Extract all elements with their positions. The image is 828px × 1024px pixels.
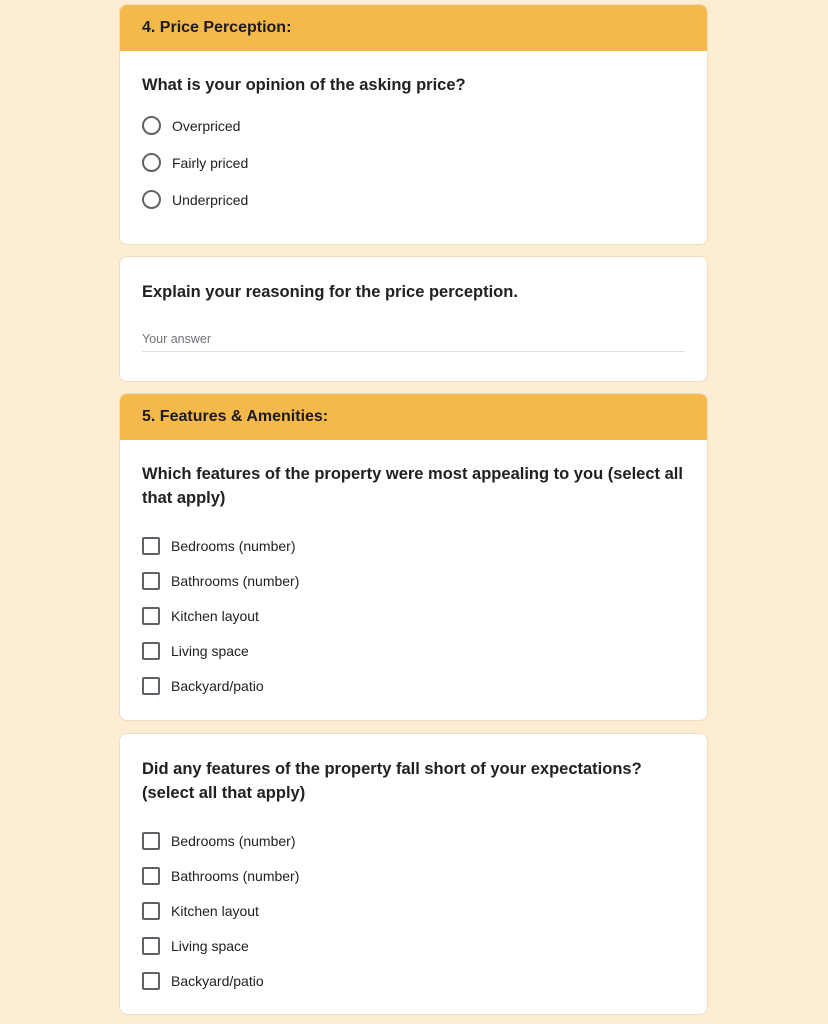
checkbox[interactable] [142,642,160,660]
option-label: Backyard/patio [171,972,264,989]
shortfall-feature-options [142,823,685,998]
checkbox[interactable] [142,537,160,555]
option-label: Underpriced [172,191,249,208]
option-label: Bedrooms (number) [171,537,296,554]
option-label: Bedrooms (number) [171,832,296,849]
radio-option-underpriced[interactable] [142,182,685,217]
checkbox[interactable] [142,937,160,955]
checkbox[interactable] [142,832,160,850]
shortfall-features-card [119,733,708,1015]
question-shortfall-features: Did any features of the property fall short of your expectations? (select all that apply) [142,760,642,802]
radio-button[interactable] [142,153,161,172]
option-label: Bathrooms (number) [171,867,300,884]
question-asking-price: What is your opinion of the asking price? [142,76,466,94]
option-label: Living space [171,937,249,954]
checkbox-option-backyard-patio[interactable] [142,963,685,998]
checkbox-option-living-space[interactable] [142,928,685,963]
checkbox[interactable] [142,677,160,695]
price-options [142,108,685,217]
checkbox-option-kitchen-layout[interactable] [142,598,685,633]
question-reasoning: Explain your reasoning for the price perception. [142,283,518,301]
checkbox[interactable] [142,572,160,590]
checkbox-option-living-space[interactable] [142,633,685,668]
checkbox-option-kitchen-layout[interactable] [142,893,685,928]
checkbox-option-bathrooms[interactable] [142,563,685,598]
checkbox-option-backyard-patio[interactable] [142,668,685,703]
option-label: Overpriced [172,117,241,134]
radio-button[interactable] [142,190,161,209]
checkbox-option-bathrooms[interactable] [142,858,685,893]
question-appealing-features: Which features of the property were most appealing to you (select all that apply) [142,465,683,507]
section-header-price-perception: 4. Price Perception: [120,5,707,51]
checkbox-option-bedrooms[interactable] [142,823,685,858]
checkbox-option-bedrooms[interactable] [142,528,685,563]
radio-option-fairly-priced[interactable] [142,145,685,180]
reasoning-card [119,256,708,382]
radio-button[interactable] [142,116,161,135]
section-header-features-amenities: 5. Features & Amenities: [120,394,707,440]
checkbox[interactable] [142,607,160,625]
price-perception-card [119,4,708,245]
appealing-feature-options [142,528,685,703]
option-label: Bathrooms (number) [171,572,300,589]
option-label: Fairly priced [172,154,249,171]
radio-option-overpriced[interactable] [142,108,685,143]
checkbox[interactable] [142,972,160,990]
checkbox[interactable] [142,902,160,920]
checkbox[interactable] [142,867,160,885]
option-label: Kitchen layout [171,902,259,919]
option-label: Kitchen layout [171,607,259,624]
option-label: Living space [171,642,249,659]
features-amenities-card [119,393,708,721]
reasoning-answer-input[interactable] [142,328,685,352]
option-label: Backyard/patio [171,677,264,694]
